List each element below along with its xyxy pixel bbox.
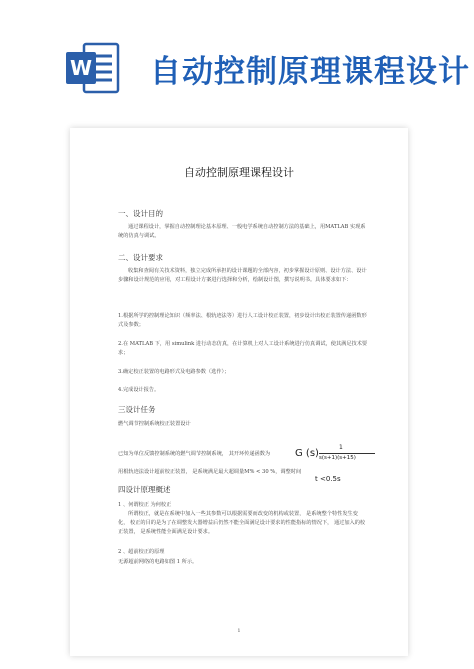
formula-denominator: s(s+1)(s+15)	[319, 455, 356, 461]
section-heading-requirements: 二、设计要求	[118, 253, 163, 262]
principle-subheading-2: 2 、超前校正的原理	[118, 549, 165, 555]
purpose-paragraph: 通过课程设计，掌握自动控制理论基本原理、一般电学系统自动控制方法的基础上，用MATLAB 实现系统的仿真与调试。	[118, 224, 366, 239]
formula-numerator: 1	[339, 444, 343, 451]
word-document-icon	[64, 40, 120, 96]
formula-lhs: G (s)	[295, 448, 319, 459]
document-page	[70, 128, 408, 656]
page-number: 1	[237, 628, 241, 634]
banner	[0, 0, 474, 100]
principle-paragraph-2: 无源超前网络的电路如图 1 所示。	[118, 559, 198, 565]
formula-settling-time: t <0.5s	[315, 475, 341, 483]
section-heading-task: 三设计任务	[118, 405, 156, 414]
word-logo-letter: W	[69, 56, 93, 80]
section-heading-principle: 四设计原理概述	[118, 485, 171, 494]
requirements-paragraph: 收集和查阅有关技术资料，独立完成所承担的设计课题的全部内容，初步掌握设计原则、设计方法、设计步骤和设计规范的应用，对工程设计方案进行选择和分析，绘制设计图，撰写说明书。具体要求如下：	[118, 268, 367, 283]
document-title: 自动控制原理课程设计	[184, 166, 294, 179]
principle-subheading-1: 1 、何谓校正 为何校正	[118, 502, 172, 508]
requirement-item-4: 4.完成设计报告。	[118, 387, 160, 393]
task-paragraph-2-tail: % < 30 %，调整时间	[249, 469, 302, 475]
task-paragraph-1: 已知为单位反馈控制系统的燃气调节控制系统， 其开环传递函数为	[118, 451, 271, 457]
task-subtitle: 燃气调节控制系统校正装置设计	[118, 421, 191, 427]
principle-paragraph-1: 所谓校正，就是在系统中加入一些其参数可以根据需要而改变的机构或装置， 是系统整个特性发生变化， 校正的目的是为了在调整发大器增益后仍然不能全面满足设计要求的性能指标的情况下， 通过加入的校正装置， 是系统性能全面满足设计要求。	[118, 511, 366, 535]
formula-fraction-bar	[319, 453, 375, 454]
requirement-item-3: 3.确定校正装置的电路形式及电路参数（选作）；	[118, 369, 230, 375]
section-heading-purpose: 一、设计目的	[118, 209, 163, 218]
requirement-item-2: 2.在 MATLAB 下，用 simulink 进行动态仿真，在计算机上对人工设计系统进行仿真调试，使其满足技术要求；	[118, 341, 368, 356]
transfer-function-formula	[295, 442, 375, 490]
banner-title: 自动控制原理课程设计	[150, 54, 470, 90]
task-paragraph-2	[118, 468, 318, 477]
task-paragraph-2-text: 用根轨迹法设计超前校正装置， 是系统满足最大超调量M	[118, 469, 250, 475]
requirement-item-1: 1.根据所学的控制理论知识（频率法、根轨迹法等）进行人工设计校正装置，初步设计出校正装置传递函数形式及参数；	[118, 313, 367, 328]
